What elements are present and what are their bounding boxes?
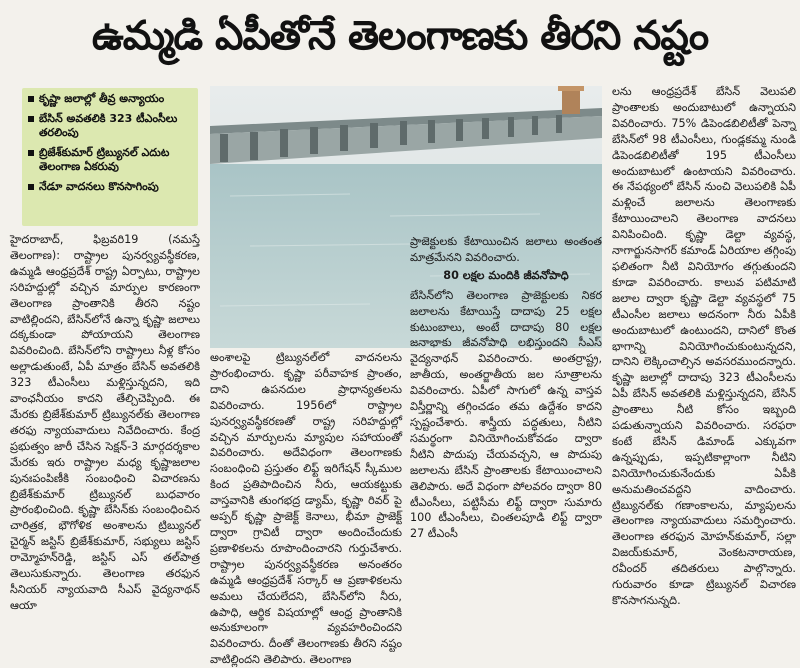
body-text: లను ఆంధ్రప్రదేశ్ బేసిన్ వెలుపలి ప్రాంతాలకు అందుబాటులో ఉన్నాయని వివరించారు. 75% డిపెండబిలిటీతో పెన్నా బేసిన్‌లో 98 టీఎంసీలు, గుండ్లకమ్మ నుండి డిపెండబిలిటీతో 195 టీఎంసీలు అందుబాటులో ఉంటాయని వివరించారు. ఈ నేపథ్యంలో బేసిన్ నుంచి వెలుపలికి ఏపీ మళ్లించే జలాలను తెలంగాణకు కేటాయించాలని తెలంగాణ వాదనలు వినిపించింది. కృష్ణా డెల్టా వ్యవస్థ, నాగార్జునసాగర్ కమాండ్ ఏరియాల తగ్గింపు ఫలితంగా నీటి వినియోగం తగ్గుతుందని కూడా వివరించారు. కాలువ పటిమాటి జలాల ద్వారా కృష్ణా డెల్టా వ్యవస్థలో 75 టీఎంసీల జలాలు అదనంగా నీరు ఏపీకి అందుబాటులో ఉంటుందని, దానిలో కొంత భాగాన్ని వినియోగించుకుంటున్నదని, దానిని లెక్కించాల్సిన అవసరముందన్నారు. కృష్ణా జలాల్లో దాదాపు 323 టీఎంసీలను ఏపీ బేసిన్ అవతలికి మళ్లిస్తున్నదని, బేసిన్ ప్రాంతాలు నీటి కోసం ఇబ్బంది పడుతున్నాయని వివరించారు. సరఫరా కంటే బేసిన్ డిమాండ్ ఎక్కువగా ఉన్నప్పుడు, ఇప్పటికాల్లాంగా నీటిని వినియోగించుకునేందుకు ఏపీకి అనుమతించవద్దని వాదించారు. ట్రిబ్యునల్‌కు గణాంకాలను, మ్యాపులను తెలంగాణ న్యాయవాదులు సమర్పించారు. తెలంగాణ తరఫున మోహన్‌కుమార్, సల్లా విజయ్‌కుమార్, వెంకటనారాయణ, రవీందర్ తదితరులు పాల్గొన్నారు. గురువారం కూడా ట్రిబ్యునల్ విచారణ కొనసాగనున్నది. [612, 85, 796, 607]
body-text: ప్రాజెక్టులకు కేటాయించిన జలాలు అంతంత మాత్రమేనని వివరించారు. [410, 235, 602, 264]
highlight-item [28, 92, 192, 106]
bullet-icon [28, 150, 34, 156]
article-column-4 [612, 84, 796, 607]
highlight-item [28, 112, 192, 140]
highlights-box [22, 88, 198, 226]
bullet-icon [28, 116, 34, 122]
bullet-icon [28, 184, 34, 190]
bullet-icon [28, 96, 34, 102]
highlight-item [28, 180, 192, 194]
highlight-text: బేసిన్ అవతలికి 323 టీఎంసీలు తరలింపు [39, 112, 178, 139]
article-column-1 [10, 232, 200, 612]
highlight-item [28, 146, 192, 174]
article-column-2 [210, 350, 402, 667]
headline: ఉమ్మడి ఏపీతోనే తెలంగాణకు తీరని నష్టం [91, 13, 709, 59]
subheading: 80 లక్షల మందికి జీవనోపాధి [443, 268, 569, 282]
body-text: బేసిన్‌లోని తెలంగాణ ప్రాజెక్టులకు నికర జలాలను కేటాయిస్తే దాదాపు 25 లక్షల కుటుంబాలు, అంటే దాదాపు 80 లక్షల జనాభాకు జీవనోపాధి లభిస్తుందని సీఎస్ వైద్యనాథన్ వివరించారు. అంతర్రాష్ట్ర, జాతీయ, అంతర్జాతీయ జల సూత్రాలను వివరించారు. ఏపీలో సాగులో ఉన్న వాస్తవ విస్తీర్ణాన్ని తగ్గించడం తమ ఉద్దేశం కాదని స్పష్టంచేశారు. శాస్త్రీయ పద్ధతులు, నీటిని సమర్థంగా వినియోగించుకోవడం ద్వారా నీటిని పొదుపు చేయవచ్చని, ఆ పొదుపు జలాలను బేసిన్ ప్రాంతాలకు కేటాయించాలని తెలిపారు. అదే విధంగా పోలవరం ద్వారా 80 టీఎంసీలు, పట్టిసీమ లిఫ్ట్ ద్వారా సుమారు 100 టీఎంసీలు, చింతలపూడి లిఫ్ట్ ద్వారా 27 టీఎంసీ [410, 288, 602, 541]
body-text: హైదరాబాద్, ఫిబ్రవరి19 (నమస్తే తెలంగాణ): రాష్ట్రాల పునర్వ్యవస్థీకరణ, ఉమ్మడి ఆంధ్రప్రదేశ్ రాష్ట్ర ఏర్పాటు, రాష్ట్రాల సరిహద్దుల్లో వచ్చిన మార్పుల కారణంగా తెలంగాణ ప్రాంతానికి తీరని నష్టం వాటిల్లిందని, బేసిన్‌లోనే ఉన్నా కృష్ణా జలాలు దక్కకుండా పోయాయని తెలంగాణ వివరించింది. బేసిన్‌లోని రాష్ట్రాలు నీళ్ల కోసం అల్లాడుతుంటే, ఏపీ మాత్రం బేసిన్ అవతలికి 323 టీఎంసీలు మళ్లిస్తున్నదని, ఇది వాంఛనీయం కాదని తేల్చిచెప్పింది. ఈ మేరకు బ్రిజేశ్‌కుమార్ ట్రిబ్యునల్‌కు తెలంగాణ తరఫు న్యాయవాదులు నివేదించారు. కేంద్ర ప్రభుత్వం జారీ చేసిన సెక్షన్-3 మార్గదర్శకాల మేరకు ఇరు రాష్ట్రాల మధ్య కృష్ణాజలాల పునఃపంపిణీకి సంబంధించి విచారణను బ్రిజేశ్‌కుమార్ ట్రిబ్యునల్ బుధవారం ప్రారంభించింది. కృష్ణా బేసిన్‌కు సంబంధించిన చారిత్రక, భౌగోళిక అంశాలను ట్రిబ్యునల్ చైర్మన్ జస్టిస్ బ్రిజేశ్‌కుమార్, సభ్యులు జస్టిస్ రామ్మోహన్‌రెడ్డి, జస్టిస్ ఎస్ తల్‌పాత్ర తెలుసుకున్నారు. తెలంగాణ తరఫున సీనియర్ న్యాయవాది సీఎస్ వైద్యనాథన్ ఆయా [10, 233, 200, 612]
highlight-text: నేడూ వాదనలు కొనసాగింపు [39, 180, 159, 193]
highlight-text: బ్రిజేశ్‌కుమార్ ట్రిబ్యునల్ ఎదుట తెలంగాణ ఏకరువు [39, 146, 170, 173]
body-text: అంశాలపై ట్రిబ్యునల్‌లో వాదనలను ప్రారంభించారు. కృష్ణా పరీవాహక ప్రాంతం, దాని ఉపనదుల ప్రాధాన్యతలను వివరించారు. 1956లో రాష్ట్రాల పునర్వ్యవస్థీకరణతో రాష్ట్ర సరిహద్దుల్లో వచ్చిన మార్పులను మ్యాపుల సహాయంతో వివరించారు. అదేవిధంగా తెలంగాణకు సంబంధించి ప్రస్తుతం లిఫ్ట్ ఇరిగేషన్ స్కీముల కింద ప్రతిపాదించిన నీరు, ఆయకట్టుకు వాస్తవానికి తుంగభద్ర డ్యామ్, కృష్ణా రివర్ పై అప్పర్ కృష్ణా ప్రాజెక్ట్ కెనాలు, భీమా ప్రాజెక్ట్ ద్వారా గ్రావిటీ ద్వారా అందించేందుకు ప్రణాళికలను రూపొందించారని గుర్తుచేశారు. రాష్ట్రాల పునర్వ్యవస్థీకరణ అనంతరం ఉమ్మడి ఆంధ్రప్రదేశ్ సర్కార్ ఆ ప్రణాళికలను అమలు చేయలేదని, బేసిన్‌లోని నీరు, ఉపాధి, ఆర్థిక విషయాల్లో ఆంధ్ర ప్రాంతానికి అనుకూలంగా వ్యవహరించిందని వివరించారు. దీంతో తెలంగాణకు తీరని నష్టం వాటిల్లిందని తెలిపారు. తెలంగాణ [210, 351, 402, 667]
highlight-text: కృష్ణా జలాల్లో తీవ్ర అన్యాయం [39, 92, 165, 105]
article-column-3 [410, 234, 602, 592]
